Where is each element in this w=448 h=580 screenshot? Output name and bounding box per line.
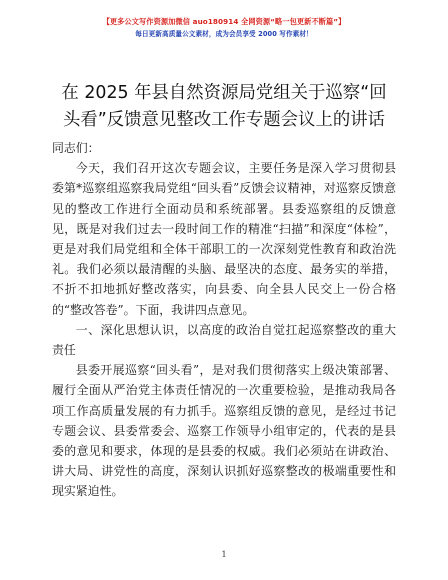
section-heading-1: 一、深化思想认识，以高度的政治自觉扛起巡察整改的重大责任 [52,322,396,358]
paragraph-section-1: 县委开展巡察“回头看”，是对我们贯彻落实上级决策部署、履行全面从严治党主体责任情况的一次重要检验，是推动我局各项工作高质量发展的有力抓手。巡察组反馈的意见，是经过书记专题会议、县委常委会、巡察工作领导小组审定的，代表的是县委的意见和要求，体现的是县委的权威。我们必须站在讲政治、讲大局、讲党性的高度，深刻认识抓好巡察整改的极端重要性和现实紧迫性。 [52,363,396,499]
banner-line-2: 每日更新高质量公文素材，成为会员享受 2000 写作素材！ [135,30,313,38]
document-title: 在 2025 年县自然资源局党组关于巡察“回头看”反馈意见整改工作专题会议上的讲话 [61,83,387,130]
document-body [52,138,396,502]
salutation: 同志们： [52,141,100,155]
header-banner [0,16,448,40]
banner-line-1: 【更多公文写作资源加微信 auo180914 全网资源“略一包更新不断篇”】 [102,17,346,26]
paragraph-intro: 今天，我们召开这次专题会议，主要任务是深入学习贯彻县委第*巡察组巡察我局党组“回头看”反馈会议精神，对巡察反馈意见的整改工作进行全面动员和系统部署。县委巡察组的反馈意见，既是对我们过去一段时间工作的精准“扫描”和深度“体检”，更是对我们局党组和全体干部职工的一次深刻党性教育和政治洗礼。我们必须以最清醒的头脑、最坚决的态度、最务实的举措，不折不扣地抓好整改落实，向县委、向全县人民交上一份合格的“整改答卷”。下面，我讲四点意见。 [52,161,396,317]
page-number: 1 [221,550,227,559]
